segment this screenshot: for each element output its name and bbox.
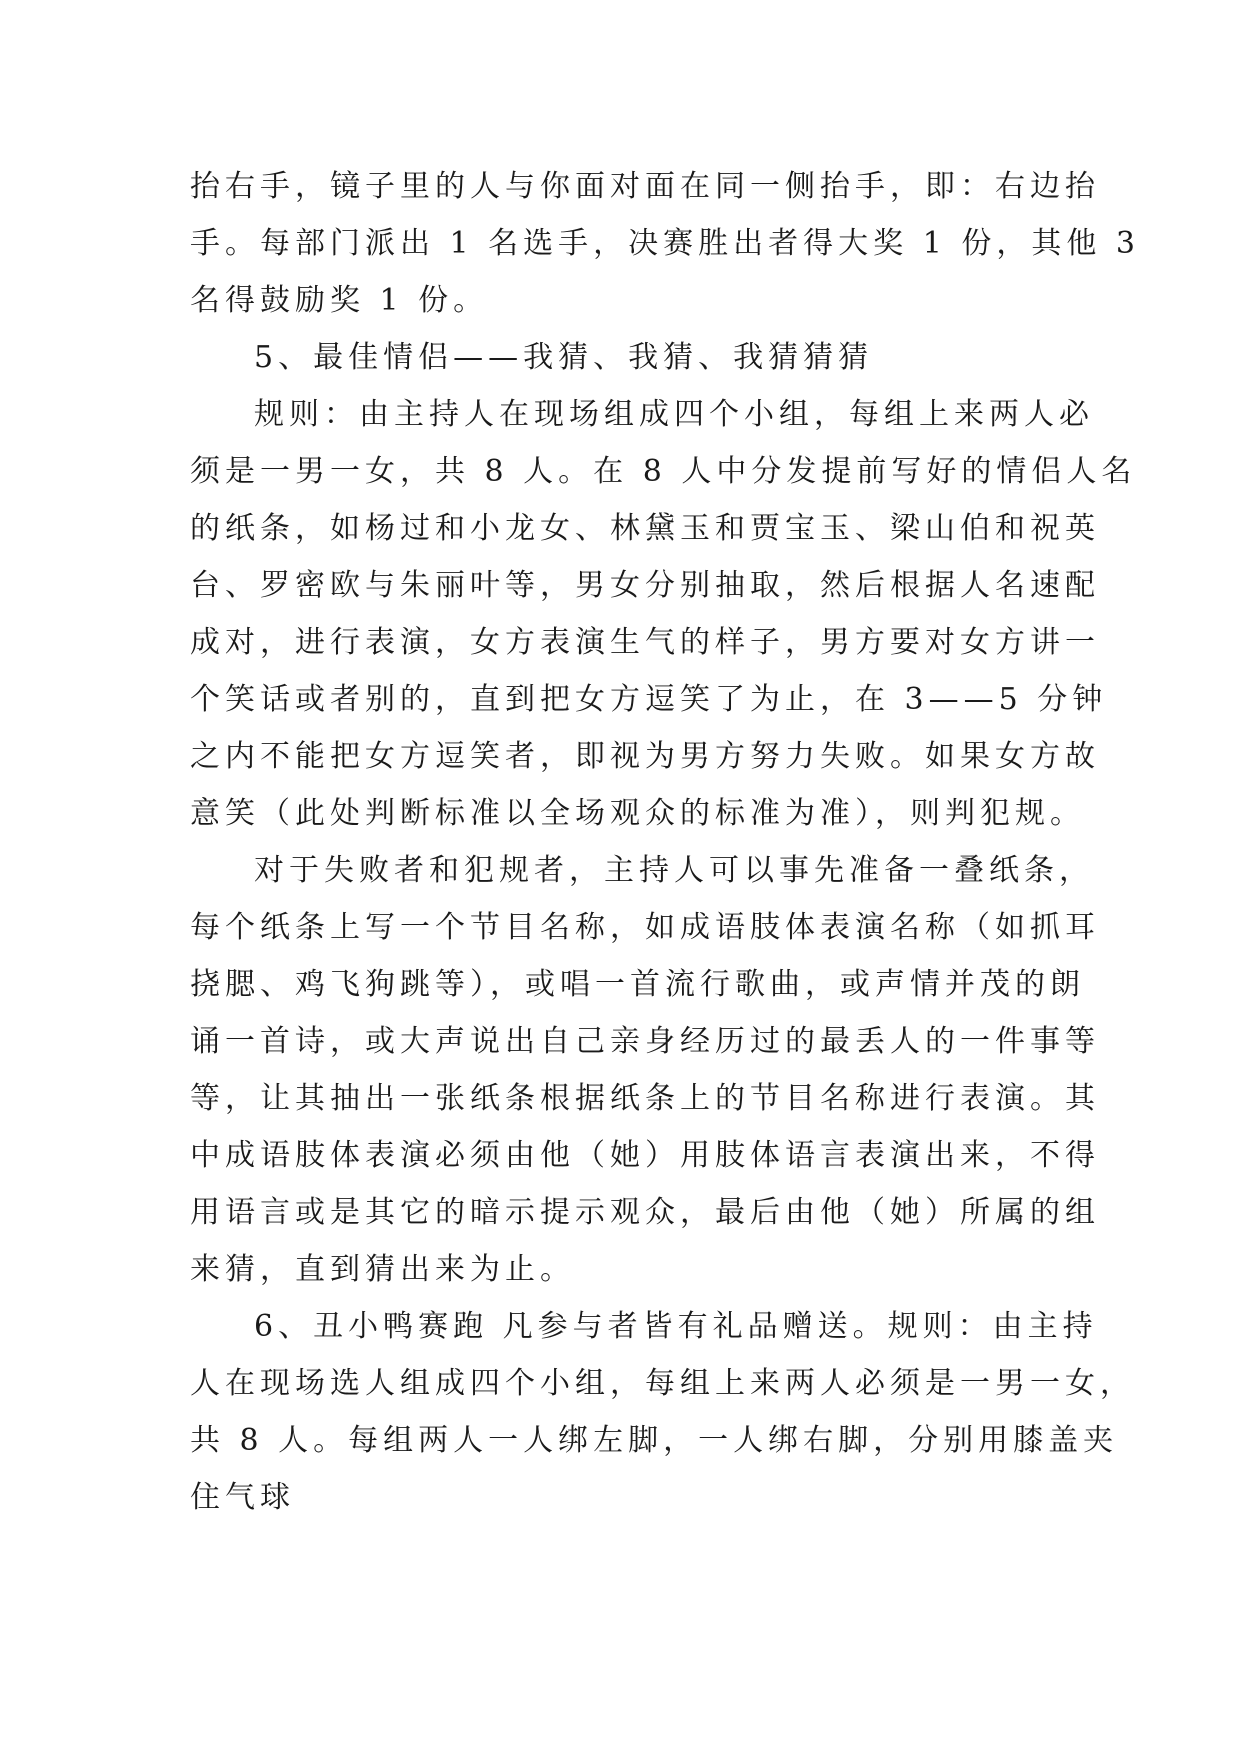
section-heading-5: [190, 329, 1052, 386]
text-line: 住气球: [190, 1480, 295, 1515]
text-line: 6、丑小鸭赛跑 凡参与者皆有礼品赠送。规则：由主持: [254, 1309, 1098, 1344]
text-line: 规则：由主持人在现场组成四个小组，每组上来两人必: [254, 397, 1094, 432]
text-line: 5、最佳情侣——我猜、我猜、我猜猜猜: [254, 340, 874, 375]
text-line: 名得鼓励奖 1 份。: [190, 283, 489, 318]
text-line: 来猜，直到猜出来为止。: [190, 1252, 575, 1287]
paragraph-1: [190, 158, 1140, 329]
paragraph-section-6: [190, 1298, 1135, 1526]
paragraph-rules-5: [190, 386, 1137, 842]
text-line: 成对，进行表演，女方表演生气的样子，男方要对女方讲一: [190, 625, 1100, 660]
text-line: 个笑话或者别的，直到把女方逗笑了为止，在 3——5 分钟: [190, 682, 1108, 717]
text-line: 每个纸条上写一个节目名称，如成语肢体表演名称（如抓耳: [190, 910, 1100, 945]
text-line: 台、罗密欧与朱丽叶等，男女分别抽取，然后根据人名速配: [190, 568, 1100, 603]
text-line: 共 8 人。每组两人一人绑左脚，一人绑右脚，分别用膝盖夹: [190, 1423, 1119, 1458]
text-line: 等，让其抽出一张纸条根据纸条上的节目名称进行表演。其: [190, 1081, 1100, 1116]
text-line: 用语言或是其它的暗示提示观众，最后由他（她）所属的组: [190, 1195, 1100, 1230]
document-page: [190, 158, 1140, 1526]
text-line: 对于失败者和犯规者，主持人可以事先准备一叠纸条，: [254, 853, 1094, 888]
paragraph-penalty: [190, 842, 1100, 1298]
text-line: 意笑（此处判断标准以全场观众的标准为准），则判犯规。: [190, 796, 1085, 831]
text-line: 挠腮、鸡飞狗跳等），或唱一首流行歌曲，或声情并茂的朗: [190, 967, 1085, 1002]
text-line: 抬右手，镜子里的人与你面对面在同一侧抬手，即：右边抬: [190, 169, 1100, 204]
text-line: 手。每部门派出 1 名选手，决赛胜出者得大奖 1 份，其他 3: [190, 226, 1140, 261]
text-line: 人在现场选人组成四个小组，每组上来两人必须是一男一女，: [190, 1366, 1135, 1401]
text-line: 中成语肢体表演必须由他（她）用肢体语言表演出来，不得: [190, 1138, 1100, 1173]
text-line: 诵一首诗，或大声说出自己亲身经历过的最丢人的一件事等: [190, 1024, 1100, 1059]
text-line: 须是一男一女，共 8 人。在 8 人中分发提前写好的情侣人名: [190, 454, 1137, 489]
text-line: 的纸条，如杨过和小龙女、林黛玉和贾宝玉、梁山伯和祝英: [190, 511, 1100, 546]
text-line: 之内不能把女方逗笑者，即视为男方努力失败。如果女方故: [190, 739, 1100, 774]
